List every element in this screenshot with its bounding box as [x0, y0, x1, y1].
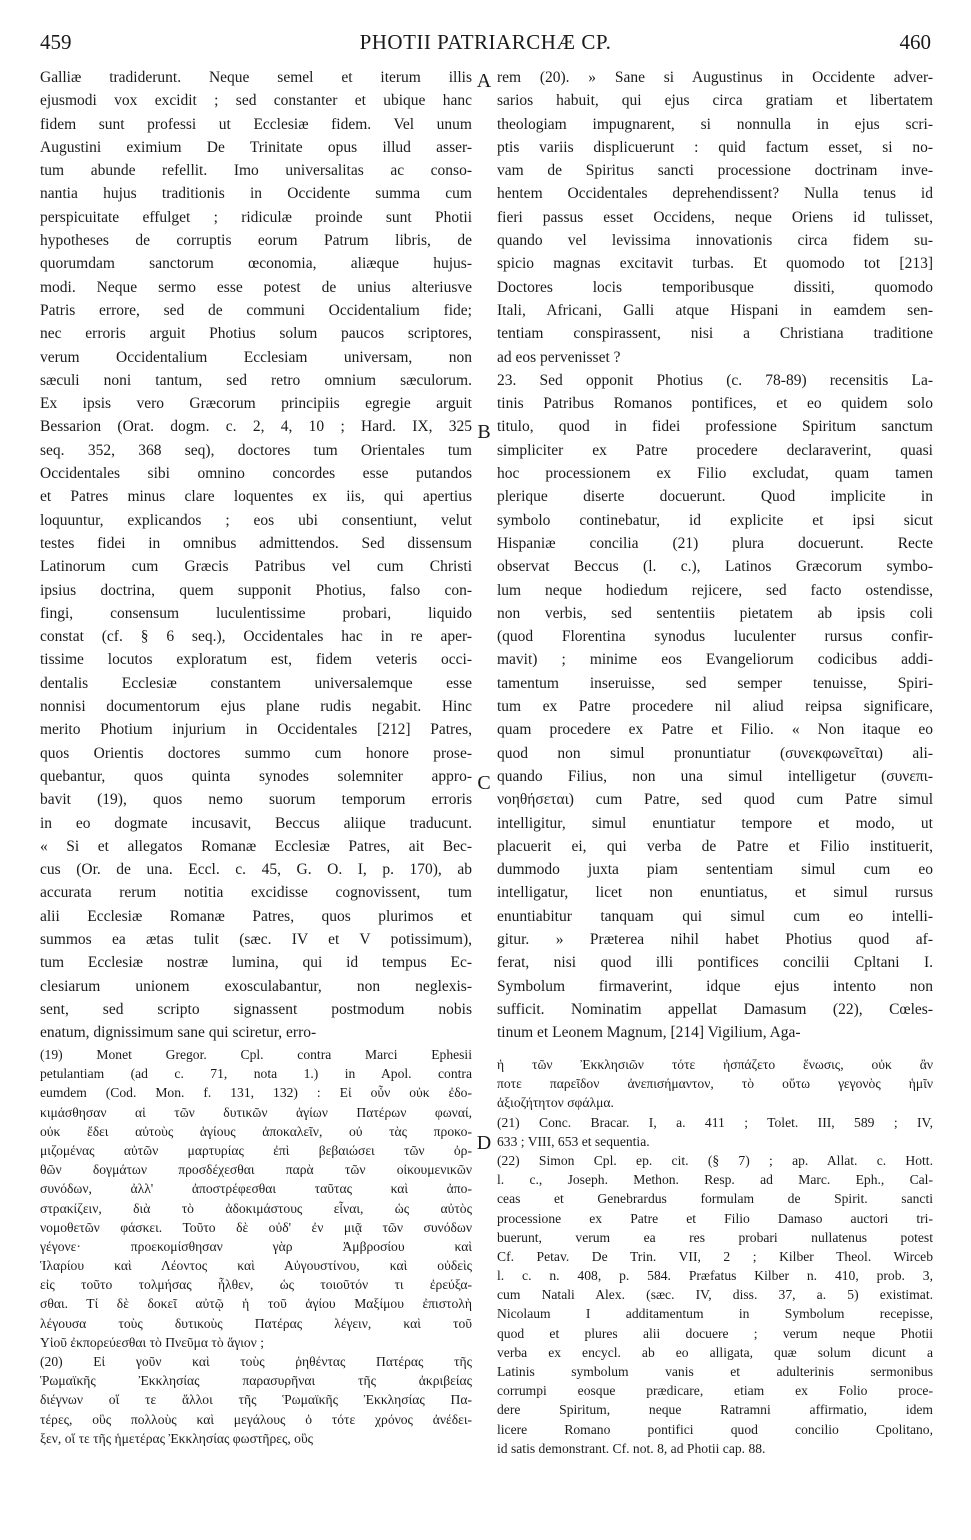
text-line: intelligatur, licet non enuntiatus, et simul rursus	[497, 884, 933, 902]
footnote-line: εἰς τοῦτο τολμήσας ἦλθεν, ὡς τοιοῦτόν τι ἐρεύξα-	[40, 1277, 472, 1293]
footnote-line: νομοθετῶν φάσκει. Τοῦτο δὲ οὐδ' ἐν μιᾷ τῶν συνόδων	[40, 1219, 472, 1235]
text-line: quebantur, quos quinta synodes solemniter appro-	[40, 767, 472, 785]
footnote-line: μιζομένας αὐτῶν μαρτυρίας ἐπὶ βεβαιώσει τῶν ὀρ-	[40, 1142, 472, 1158]
text-line: rem (20). » Sane si Augustinus in Occidente adver-	[497, 69, 933, 86]
text-line: modi. Neque sermo esse potest de unius alteriusve	[40, 278, 472, 296]
footnote-line: petulantiam (ad c. 71, nota 1.) in Apol. contra	[40, 1066, 472, 1082]
footnote-line: corrumpi eosque prædicare, etiam ex Folio proce-	[497, 1383, 933, 1399]
footnote-line: l. c. n. 408, p. 584. Præfatus Kilber n. 410, prob. 3,	[497, 1268, 933, 1284]
text-line: Augustini eximium De Trinitate opus illud asser-	[40, 138, 472, 156]
text-line: in eo dogmate incusavit, Beccus aliique traducunt.	[40, 814, 472, 832]
text-line: quando vel levissima innovationis circa fidem su-	[497, 232, 933, 250]
text-line: Itali, Africani, Galli atque Hispani in eamdem sen-	[497, 301, 933, 319]
text-line: quos Orientis doctores summo cum honore prose-	[40, 744, 472, 762]
text-line: nonnisi documentorum ejus plane rudis negabit. Hinc	[40, 698, 472, 716]
text-line: Symbolum firmaverint, idque ejus intento non	[497, 977, 933, 995]
margin-marker-a: A	[476, 70, 492, 92]
footnote-line: στρακίζειν, διὰ τὸ ἀδοκιμάστους εἶναι, ὡς αὐτὸς	[40, 1200, 472, 1216]
footnote-line: διέγνων οἵ τε ἄλλοι τῆς Ῥωμαϊκῆς Ἐκκλησίας Πα-	[40, 1392, 472, 1408]
text-line: Doctores locis temporibusque dissiti, quomodo	[497, 278, 933, 296]
text-line: merito Photium injurium in Occidentales [212] Patres,	[40, 721, 472, 739]
running-title: PHOTII PATRIARCHÆ CP.	[359, 30, 612, 54]
footnote-line: ceas et Genebrardus formulam de Spirit. sancti	[497, 1191, 933, 1207]
footnote-line: (20) Εἰ γοῦν καὶ τοὺς ῥηθέντας Πατέρας τῆς	[40, 1354, 472, 1369]
footnote-line: θῶν δογμάτων προσδέχεσθαι παρὰ τῶν οἰκουμενικῶν	[40, 1162, 472, 1178]
text-line: cus (Or. de una. Eccl. c. 45, G. O. I, p. 170), ab	[40, 861, 472, 879]
text-line: placuerit ei, qui verba de Patre et Filio instituerit,	[497, 837, 933, 855]
footnote-line: συνόδων, ἀλλ' ἀποστρέφεσθαι ταῦτας καὶ ἀπο-	[40, 1181, 472, 1197]
footnote-line: eumdem (Cod. Mon. f. 131, 132) : Εἰ οὖν οὐκ ἐδο-	[40, 1085, 472, 1101]
footnote-line: licere Romano pontifici quod concilio Cpolitano,	[497, 1421, 933, 1437]
text-line: quando Filius, non una simul intelligetur (συνεπι-	[497, 767, 933, 785]
text-line: Bessarion (Orat. dogm. c. 2, 4, 10 ; Hard. IX, 325	[40, 418, 472, 436]
footnote-line: λέγουσα τοὺς δυτικοὺς Πατέρας λέγειν, καὶ τοῦ	[40, 1315, 472, 1331]
text-line: symbolo continebatur, id explicite et ipsi sicut	[497, 511, 933, 529]
footnote-line: 633 ; VIII, 653 et sequentia.	[497, 1133, 650, 1149]
footnote-line: Nicolaum I additamentum in Symbolum recepisse,	[497, 1306, 933, 1322]
margin-marker-c: C	[477, 772, 491, 794]
text-line: et Patres minus clare loquentes ex iis, qui apertius	[40, 488, 472, 506]
footnote-line: (22) Simon Cpl. ep. cit. (§ 7) ; ap. Allat. c. Hott.	[497, 1152, 933, 1168]
text-line: hoc processionem ex Filio excludat, quam tamen	[497, 465, 933, 483]
footnote-line: (19) Monet Gregor. Cpl. contra Marci Ephesii	[40, 1047, 472, 1062]
text-line: vam de Spiritus sancti processione doctrinam inve-	[497, 162, 933, 180]
text-line: plerique diserte docuerunt. Quod implicite in	[497, 488, 933, 506]
text-line: sufficit. Nominatim appellat Damasum (22), Cœles-	[497, 1000, 933, 1018]
text-line: ejusmodi vox excidit ; sed constanter et ubique hanc	[40, 92, 472, 110]
text-line: ferat, nisi quod illi pontifices concilii Cpltani I.	[497, 954, 933, 972]
footnote-line: processione ex Patre et Filio Damaso auctori tri-	[497, 1210, 933, 1226]
text-line: mavit) ; minime eos Evangeliorum codicibus addi-	[497, 651, 933, 669]
text-line: tinum et Leonem Magnum, [214] Vigilium, Aga-	[497, 1024, 801, 1042]
text-line: verum Occidentalium Ecclesiam universam, non	[40, 348, 472, 366]
text-line: Latinorum cum Græcis Patribus vel cum Christi	[40, 558, 472, 576]
text-line: Galliæ tradiderunt. Neque semel et iterum illis	[40, 69, 472, 86]
text-line: summos ea ætas tulit (sæc. IV et V potissimum),	[40, 930, 472, 948]
text-line: alii Ecclesiæ Romanæ Patres, quos plurimos et	[40, 907, 472, 925]
footnote-line: ξεν, οἵ τε τῆς ἡμετέρας Ἐκκλησίας φωστῆρες, οὓς	[40, 1430, 314, 1446]
footnote-line: verba ex encycl. ab eo alligata, quæ solum dicunt a	[497, 1344, 933, 1360]
text-line: tentiam conspirassent, nisi a Christiana traditione	[497, 325, 933, 343]
text-line: ptis variis displicuerunt : quid factum esset, si no-	[497, 138, 933, 156]
text-line: Patris errore, sed de communi Occidentalium fide;	[40, 301, 472, 319]
footnote-line: Υἱοῦ ἐκπορεύεσθαι τὸ Πνεῦμα τὸ ἅγιον ;	[40, 1334, 264, 1350]
margin-marker-d: D	[476, 1132, 492, 1154]
text-line: enatum, dignissimum sane qui sciretur, erro-	[40, 1024, 317, 1042]
footnote-line: σθαι. Τί δὲ δοκεῖ αὐτῷ ἡ τοῦ ἁγίου Μαξίμου ἐπιστολὴ	[40, 1296, 472, 1312]
text-line: bavit (19), quos nemo suorum temporum erroris	[40, 791, 472, 809]
text-line: testes fidei in omnibus admittendos. Sed dissensum	[40, 534, 472, 552]
footnote-line: ποτε παρεῖδον ἀνεπισήμαντον, τὸ οὕτω γεγονὸς ἡμῖν	[497, 1076, 933, 1092]
text-line: fidem sunt professi ut Ecclesiæ fidem. Vel unum	[40, 115, 472, 133]
page-number-right: 460	[899, 30, 931, 54]
text-line: non verbis, sed sententiis pietatem ab ipsis coli	[497, 604, 933, 622]
text-line: simpliciter ex Patre procedere declaraverint, quasi	[497, 441, 933, 459]
text-line: observat Beccus (l. c.), Latinos Græcorum symbo-	[497, 558, 933, 576]
text-line: enuntiabitur tanquam qui simul cum eo intelli-	[497, 907, 933, 925]
text-line: Occidentales sibi omnino concordes esse putandos	[40, 465, 472, 483]
text-line: dummodo juxta piam sententiam simul cum eo	[497, 861, 933, 879]
text-line: loquuntur, explicandos ; eos ubi consentiunt, velut	[40, 511, 472, 529]
text-line: sæculi noni tantum, sed retro omnium sæculorum.	[40, 371, 472, 389]
text-line: hypotheses de corruptis eorum Patrum libris, de	[40, 232, 472, 250]
footnote-line: dere Spiritum, neque Ratramni affirmatio, idem	[497, 1402, 933, 1418]
text-line: theologiam impugnarent, si nonnulla in ejus scri-	[497, 115, 933, 133]
footnote-line: Latinis symbolum vanis et adulterinis sermonibus	[497, 1364, 933, 1379]
left-footnotes	[40, 1045, 472, 1448]
text-line: tissime locutos exploratum est, fidem veteris occi-	[40, 651, 472, 669]
footnote-line: quod et plures alii docuere ; verum neque Photii	[497, 1325, 933, 1341]
text-line: (quod Florentina synodus luculenter rursus confir-	[497, 628, 933, 646]
text-line: fieri passus esset Occidens, neque Oriens id tulisset,	[497, 208, 933, 226]
text-line: νοηθήσεται) cum Patre, sed quod cum Patre simul	[497, 791, 933, 809]
text-line: tum Ecclesiæ nostræ lumina, qui id tempus Ec-	[40, 954, 472, 972]
text-line: intelligitur, simul enuntiatur tempore et modo, ut	[497, 814, 933, 832]
text-line: clesiarum unionem exosculabantur, non neglexis-	[40, 977, 472, 995]
footnote-line: Ῥωμαϊκῆς Ἐκκλησίας παρασυρῆναι τῆς ἀκριβείας	[40, 1373, 472, 1389]
text-line: tum abunde refellit. Imo universalitas ac conso-	[40, 162, 472, 180]
right-footnotes	[497, 1055, 933, 1458]
footnote-line: κιμάσθησαν αἱ τῶν δυτικῶν ἁγίων Πατέρων φωναί,	[40, 1104, 472, 1120]
text-line: dentalis Ecclesiæ constantem universalemque esse	[40, 674, 472, 692]
left-text-column	[40, 66, 472, 1044]
text-line: ad eos pervenisset ?	[497, 348, 621, 366]
footnote-line: cum Natali Alex. (sæc. IV, diss. 37, a. 5) existimat.	[497, 1287, 933, 1303]
text-line: quod non simul pronuntiatur (συνεκφωνεῖται) ali-	[497, 744, 933, 762]
text-line: tinis Patribus Romanos pontifices, et eo quidem solo	[497, 395, 933, 413]
text-line: titulo, quod in fidei professione Spiritum sanctum	[497, 418, 933, 436]
footnote-line: τέρες, οὓς πολλοὺς καὶ μεγάλους ὁ τότε χρόνος ἀνέδει-	[40, 1411, 472, 1427]
text-line: Ex ipsis vero Græcorum principiis egregie arguit	[40, 395, 472, 413]
footnote-line: buerunt, verum ea res probari nullatenus potest	[497, 1229, 933, 1245]
text-line: seq. 352, 368 seq), doctores tum Orientales tum	[40, 441, 472, 459]
text-line: sent, sed scripto signassent postmodum nobis	[40, 1000, 472, 1018]
footnote-line: Cf. Petav. De Trin. VII, 2 ; Kilber Theol. Wirceb	[497, 1248, 933, 1264]
text-line: sarios habuit, qui ejus circa gratiam et libertatem	[497, 92, 933, 110]
text-line: accurata rerum notitia excidisse cognovissent, tum	[40, 884, 472, 902]
footnote-line: οὐκ ἔδει αὐτοὺς ἁγίους ἀποκαλεῖν, οὐ τὰς προκο-	[40, 1123, 472, 1139]
footnote-line: γέγονε· προεκομίσθησαν γὰρ Ἀμβροσίου καὶ	[40, 1238, 472, 1254]
footnote-line: ἡ τῶν Ἐκκλησιῶν τότε ἠσπάζετο ἕνωσις, οὐκ ἂν	[497, 1057, 933, 1072]
footnote-line: Ἱλαρίου καὶ Λέοντος καὶ Αὐγουστίνου, καὶ οὐδεὶς	[40, 1258, 472, 1274]
text-line: Hispaniæ concilia (21) plura docuerunt. Recte	[497, 534, 933, 552]
footnote-line: id satis demonstrant. Cf. not. 8, ad Photii cap. 88.	[497, 1440, 766, 1456]
text-line: perspicuitate effulget ; ridiculæ proinde sunt Photii	[40, 208, 472, 226]
page-header	[40, 30, 931, 58]
page-number-left: 459	[40, 30, 72, 54]
text-line: lum neque hodiedum rejicere, sed facto ostendisse,	[497, 581, 933, 599]
text-line: quorumdam sanctorum œconomia, aliæque hujus-	[40, 255, 472, 273]
text-line: ipsius doctrina, quem supponit Photius, falso con-	[40, 581, 472, 599]
footnote-line: (21) Conc. Bracar. I, a. 411 ; Tolet. III, 589 ; IV,	[497, 1114, 933, 1130]
footnote-line: l. c., Joseph. Methon. Resp. ad Marc. Eph., Cal-	[497, 1172, 933, 1188]
text-line: spicio magnas excitavit turbas. Et quomodo tot [213]	[497, 255, 933, 273]
text-line: 23. Sed opponit Photius (c. 78-89) recensitis La-	[497, 371, 933, 389]
text-line: tamentum inseruisse, sed semper tenuisse, Spiri-	[497, 674, 933, 692]
text-line: constat (cf. § 6 seq.), Occidentales hac in re aper-	[40, 628, 472, 646]
text-line: tum ex Patre procedere nil aliud reipsa significare,	[497, 698, 933, 716]
text-line: quam procedere ex Patre et Filio. « Non itaque eo	[497, 721, 933, 739]
margin-marker-b: B	[477, 421, 491, 443]
right-text-column	[497, 66, 933, 1044]
footnote-line: ἀξιοζήτητον σφάλμα.	[497, 1095, 614, 1111]
text-line: fingi, consensum luculentissime probari, liquido	[40, 604, 472, 622]
text-line: gitur. » Præterea nihil habet Photius quod af-	[497, 930, 933, 948]
text-line: hentem Occidentales deprehendissent? Nulla tenus id	[497, 185, 933, 203]
text-line: nantia hujus traditionis in Occidente summa cum	[40, 185, 472, 203]
text-line: « Si et allegatos Romanæ Ecclesiæ Patres, ait Bec-	[40, 837, 472, 855]
text-line: nec erroris arguit Photius solum paucos scriptores,	[40, 325, 472, 343]
